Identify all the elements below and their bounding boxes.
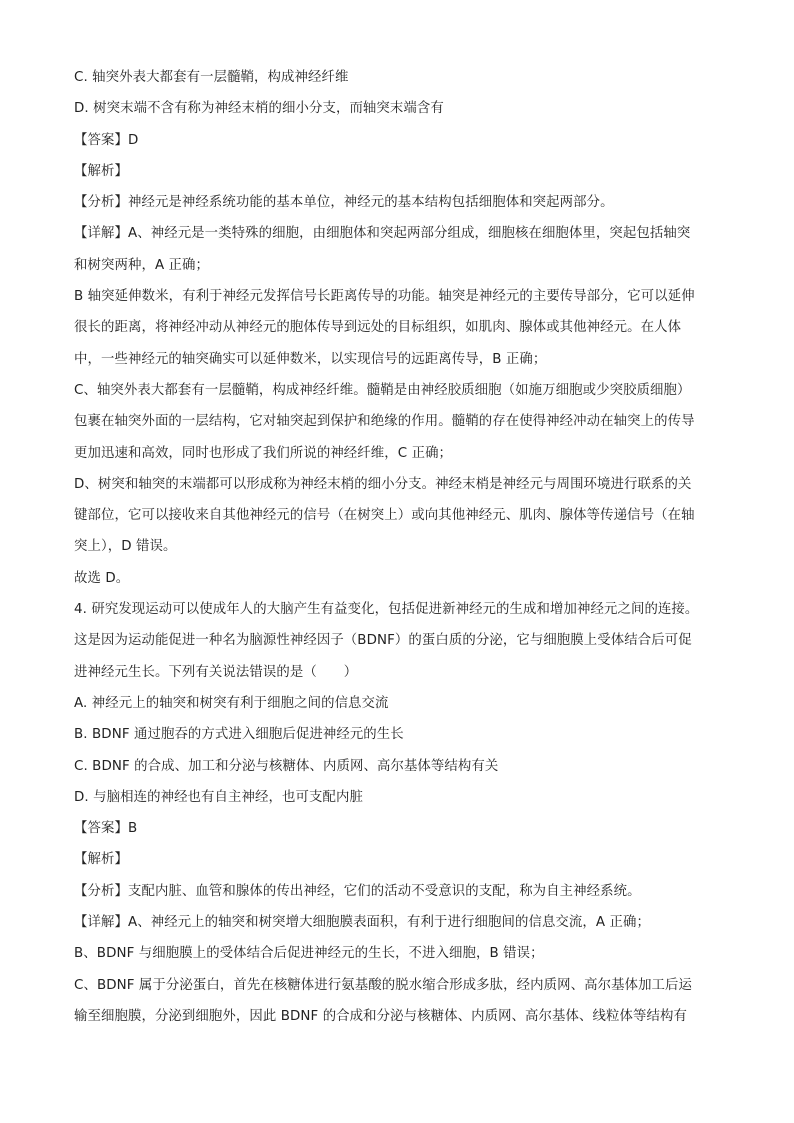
text-line: B、BDNF 与细胞膜上的受体结合后促进神经元的生长，不进入细胞，B 错误； <box>74 946 544 962</box>
text-line: 更加迅速和高效，同时也形成了我们所说的神经纤维，C 正确； <box>74 445 453 461</box>
text-line: 【详解】A、神经元是一类特殊的细胞，由细胞体和突起两部分组成，细胞核在细胞体里，突起包括轴突 <box>74 226 691 242</box>
question-stem: 4. 研究发现运动可以使成年人的大脑产生有益变化，包括促进新神经元的生成和增加神经元之间的连接。 <box>74 602 699 618</box>
question-stem: 这是因为运动能促进一种名为脑源性神经因子（BDNF）的蛋白质的分泌，它与细胞膜上受体结合后可促 <box>74 633 692 649</box>
text-line: 输至细胞膜，分泌到细胞外，因此 BDNF 的合成和分泌与核糖体、内质网、高尔基体、线粒体等结构有 <box>74 1008 687 1024</box>
text-line: 中，一些神经元的轴突确实可以延伸数米，以实现信号的远距离传导，B 正确； <box>74 351 547 367</box>
text-line: D、树突和轴突的末端都可以形成称为神经末梢的细小分支。神经末梢是神经元与周围环境进行联系的关 <box>74 476 692 492</box>
option-a: A. 神经元上的轴突和树突有利于细胞之间的信息交流 <box>74 695 389 711</box>
document-page <box>74 62 724 1032</box>
text-line: 键部位，它可以接收来自其他神经元的信号（在树突上）或向其他神经元、肌肉、腺体等传递信号（在轴 <box>74 508 695 524</box>
text-line: C. 轴突外表大都套有一层髓鞘，构成神经纤维 <box>74 70 349 85</box>
option-c: C. BDNF 的合成、加工和分泌与核糖体、内质网、高尔基体等结构有关 <box>74 758 499 774</box>
option-d: D. 与脑相连的神经也有自主神经，也可支配内脏 <box>74 789 363 805</box>
text-line: C、轴突外表大都套有一层髓鞘，构成神经纤维。髓鞘是由神经胶质细胞（如施万细胞或少突胶质细胞） <box>74 382 691 398</box>
answer-label: 【答案】B <box>74 821 138 837</box>
analysis-heading: 【解析】 <box>74 163 128 179</box>
text-line: 很长的距离，将神经冲动从神经元的胞体传导到远处的目标组织，如肌肉、腺体或其他神经元。在人体 <box>74 320 682 336</box>
answer-label: 【答案】D <box>74 132 139 148</box>
text-line: 包裹在轴突外面的一层结构，它对轴突起到保护和绝缘的作用。髓鞘的存在使得神经冲动在轴突上的传导 <box>74 414 695 430</box>
text-line: B 轴突延伸数米，有利于神经元发挥信号长距离传导的功能。轴突是神经元的主要传导部分，它可以延伸 <box>74 289 695 305</box>
question-stem: 进神经元生长。下列有关说法错误的是（ ） <box>74 664 358 680</box>
text-line: 突上），D 错误。 <box>74 539 177 555</box>
text-line: C、BDNF 属于分泌蛋白，首先在核糖体进行氨基酸的脱水缩合形成多肽，经内质网、高尔基体加工后运 <box>74 977 693 993</box>
text-line: 【详解】A、神经元上的轴突和树突增大细胞膜表面积，有利于进行细胞间的信息交流，A 正确； <box>74 915 650 931</box>
text-line: D. 树突末端不含有称为神经末梢的细小分支，而轴突末端含有 <box>74 101 444 117</box>
text-line: 【分析】神经元是神经系统功能的基本单位，神经元的基本结构包括细胞体和突起两部分。 <box>74 195 614 211</box>
text-line: 【分析】支配内脏、血管和腺体的传出神经，它们的活动不受意识的支配，称为自主神经系统。 <box>74 883 641 899</box>
option-b: B. BDNF 通过胞吞的方式进入细胞后促进神经元的生长 <box>74 727 404 743</box>
text-line: 故选 D。 <box>74 570 130 586</box>
analysis-heading: 【解析】 <box>74 852 128 868</box>
text-line: 和树突两种，A 正确； <box>74 257 210 273</box>
